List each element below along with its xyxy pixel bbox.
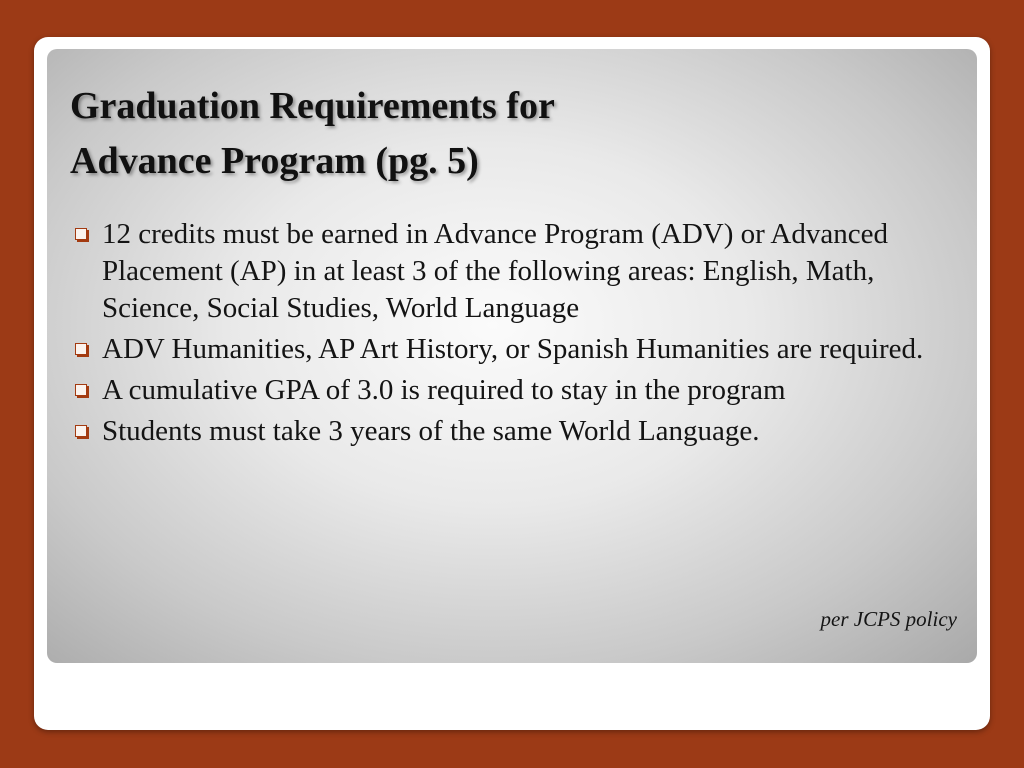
slide-title-line-2: Advance Program (pg. 5) [70,140,479,182]
bullet-item [75,331,955,368]
bullet-item [75,413,955,450]
slide-title-line-1: Graduation Requirements for [70,85,555,127]
content-panel [47,49,977,663]
slide-title [70,79,555,189]
square-bullet-icon [75,343,87,355]
bullet-text: ADV Humanities, AP Art History, or Spanish Humanities are required. [102,333,924,365]
slide-frame [34,37,990,730]
bullet-item [75,372,955,409]
square-bullet-icon [75,425,87,437]
bullet-list [75,216,955,454]
bullet-item [75,216,955,327]
policy-footnote: per JCPS policy [820,607,957,631]
square-bullet-icon [75,384,87,396]
bullet-text: Students must take 3 years of the same World Language. [102,415,760,447]
square-bullet-icon [75,228,87,240]
bullet-text: 12 credits must be earned in Advance Program (ADV) or Advanced Placement (AP) in at least 3 of the following areas: English, Math, Science, Social Studies, World Language [102,218,888,324]
bullet-text: A cumulative GPA of 3.0 is required to stay in the program [102,374,786,406]
